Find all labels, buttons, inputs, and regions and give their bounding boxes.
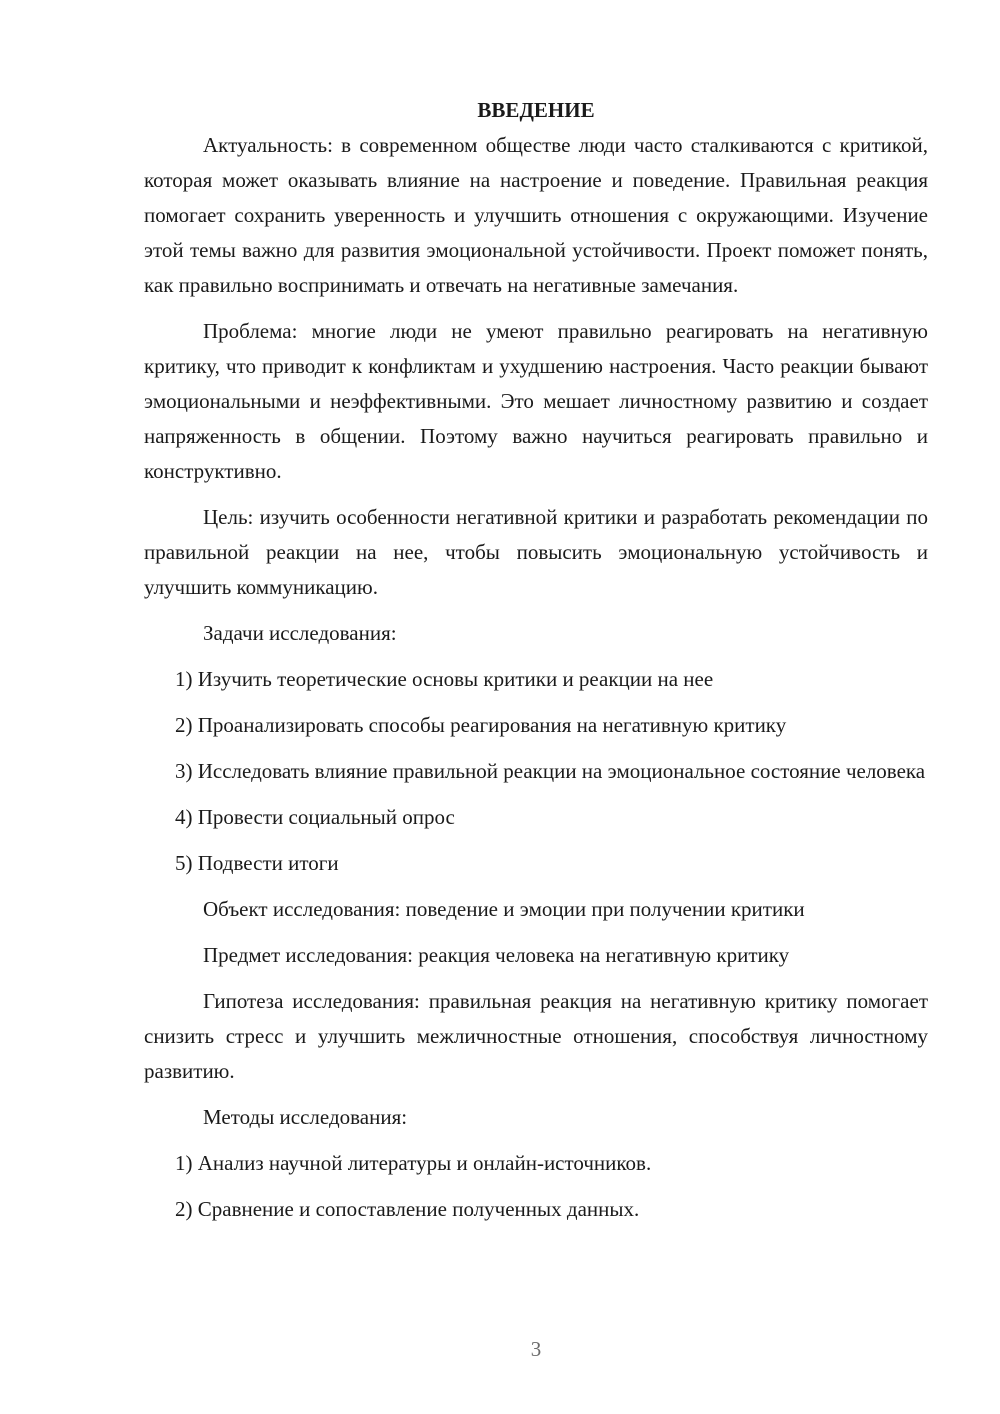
goal-paragraph: Цель: изучить особенности негативной критики и разработать рекомендации по правильной реакции на нее, чтобы повысить эмоциональную устойчивость и улучшить коммуникацию. xyxy=(144,505,928,599)
problem-paragraph: Проблема: многие люди не умеют правильно реагировать на негативную критику, что приводит к конфликтам и ухудшению настроения. Часто реакции бывают эмоциональными и неэффективными. Это мешает личностному развитию и создает напряженность в общении. Поэтому важно научиться реагировать правильно и конструктивно. xyxy=(144,319,928,483)
method-item-2: 2) Сравнение и сопоставление полученных данных. xyxy=(175,1197,640,1221)
method-item-1: 1) Анализ научной литературы и онлайн-источников. xyxy=(175,1151,652,1175)
research-subject: Предмет исследования: реакция человека на негативную критику xyxy=(203,943,790,967)
tasks-heading: Задачи исследования: xyxy=(203,621,397,645)
task-item-3: 3) Исследовать влияние правильной реакции на эмоциональное состояние человека xyxy=(175,759,926,783)
task-item-4: 4) Провести социальный опрос xyxy=(175,805,455,829)
page-number: 3 xyxy=(530,1337,542,1361)
hypothesis-paragraph: Гипотеза исследования: правильная реакция на негативную критику помогает снизить стресс и улучшить межличностные отношения, способствуя личностному развитию. xyxy=(144,989,928,1083)
task-item-2: 2) Проанализировать способы реагирования на негативную критику xyxy=(175,713,787,737)
page-title: ВВЕДЕНИЕ xyxy=(477,98,595,122)
relevance-paragraph: Актуальность: в современном обществе люди часто сталкиваются с критикой, которая может оказывать влияние на настроение и поведение. Правильная реакция помогает сохранить уверенность и улучшить отношения с окружающими. Изучение этой темы важно для развития эмоциональной устойчивости. Проект поможет понять, как правильно воспринимать и отвечать на негативные замечания. xyxy=(144,133,928,297)
task-item-1: 1) Изучить теоретические основы критики и реакции на нее xyxy=(175,667,714,691)
research-object: Объект исследования: поведение и эмоции при получении критики xyxy=(203,897,805,921)
methods-heading: Методы исследования: xyxy=(203,1105,408,1129)
task-item-5: 5) Подвести итоги xyxy=(175,851,339,875)
page-content xyxy=(144,93,928,1238)
